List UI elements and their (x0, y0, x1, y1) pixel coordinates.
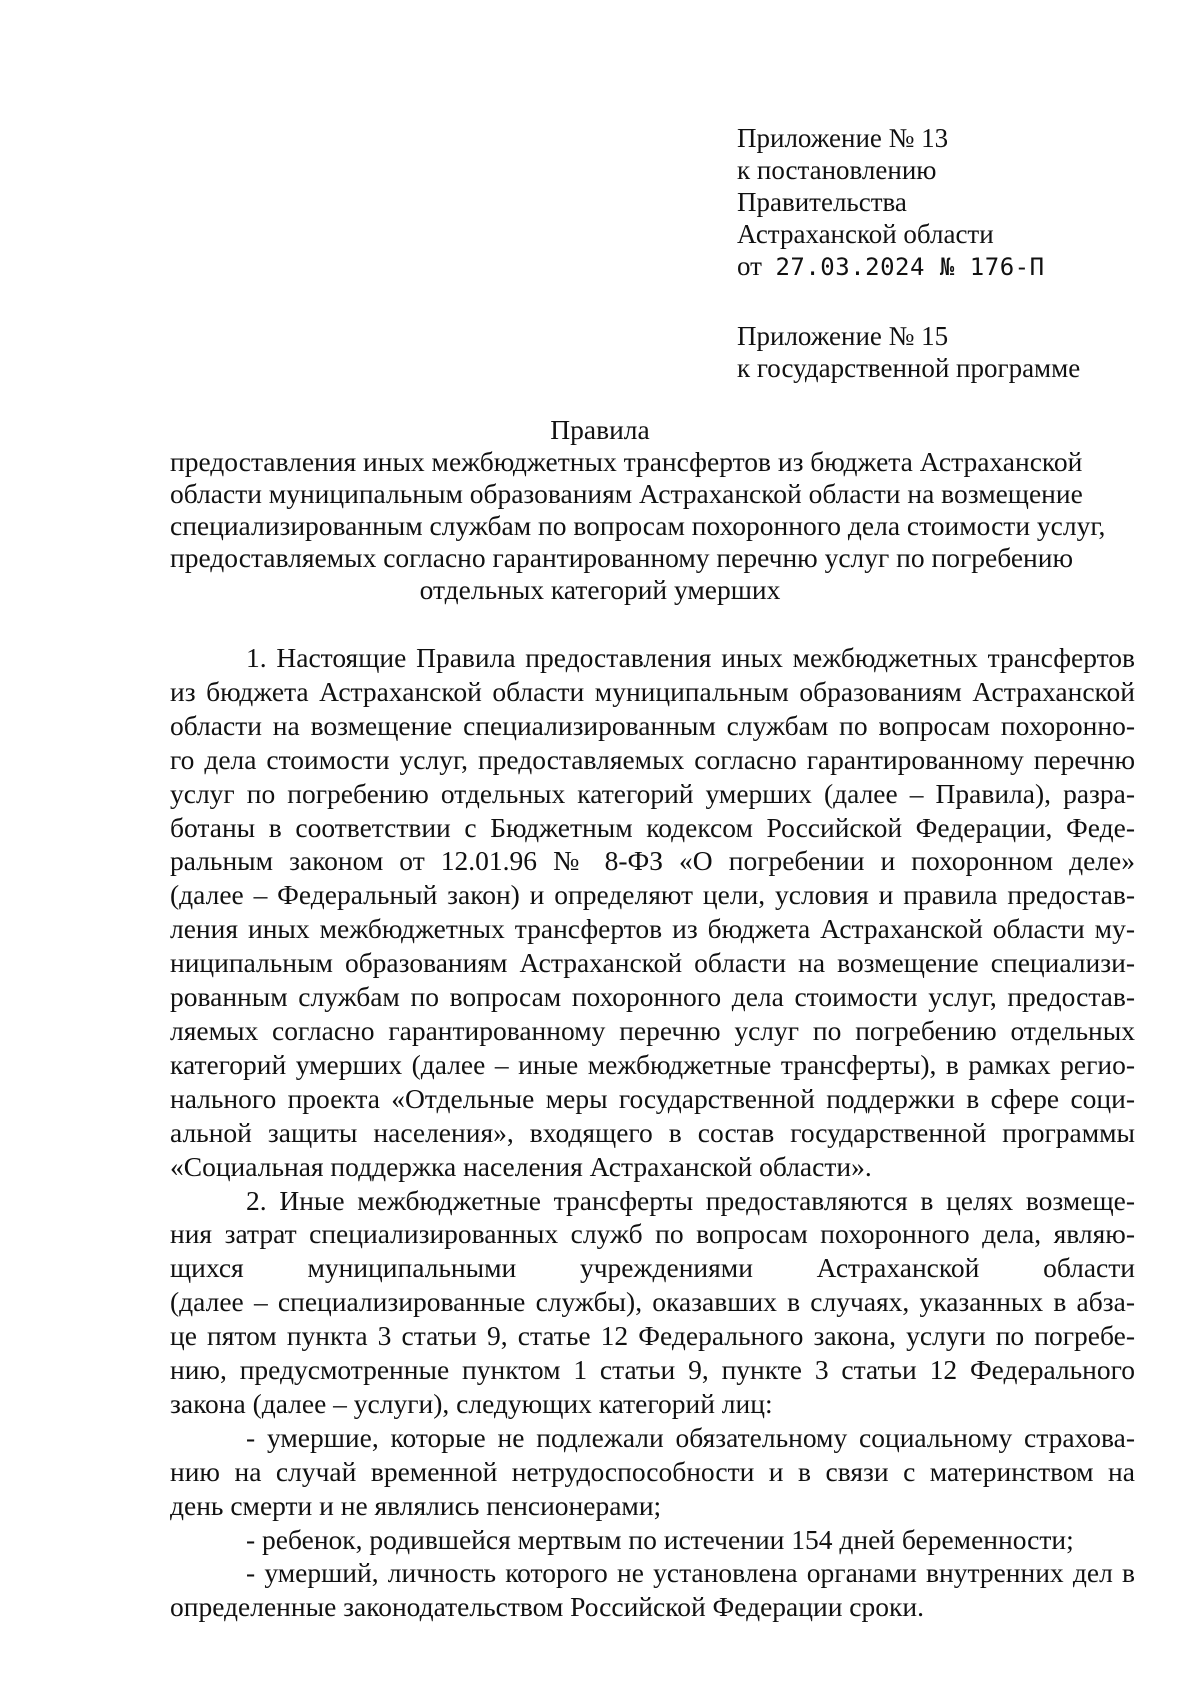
paragraph-line: (далее – Федеральный закон) и определяют цели, условия и правила предостав- (170, 879, 1135, 911)
annex-block-resolution (737, 122, 1157, 283)
annex-line: Правительства (737, 187, 907, 217)
paragraph-line: ниципальным образованиям Астраханской области на возмещение специализи- (170, 947, 1135, 979)
paragraph-line: 2. Иные межбюджетные трансферты предоставляются в целях возмеще- (246, 1184, 1135, 1216)
annex-date-line (737, 250, 1157, 283)
paragraph-line: 1. Настоящие Правила предоставления иных межбюджетных трансфертов (246, 642, 1135, 673)
paragraph-line: це пятом пункта 3 статьи 9, статье 12 Федерального закона, услуги по погребе- (170, 1320, 1135, 1352)
annex-line: к государственной программе (737, 353, 1081, 383)
bullet-item-3 (170, 1556, 1135, 1624)
paragraph-1 (170, 641, 1135, 1184)
paragraph-line: - умершие, которые не подлежали обязательному социальному страхова- (246, 1421, 1135, 1453)
paragraph-line: ботаны в соответствии с Бюджетным кодексом Российской Федерации, Феде- (170, 811, 1135, 843)
document-body (170, 641, 1135, 1624)
paragraph-line: ния затрат специализированных служб по вопросам похоронного дела, являю- (170, 1218, 1135, 1250)
paragraph-line: из бюджета Астраханской области муниципальным образованиям Астраханской (170, 675, 1135, 707)
paragraph-line: рованным службам по вопросам похоронного дела стоимости услуг, предостав- (170, 981, 1135, 1013)
annex-line: Приложение № 13 (737, 123, 949, 153)
title-line: специализированным службам по вопросам похоронного дела стоимости услуг, (170, 510, 1106, 541)
paragraph-line: день смерти и не являлись пенсионерами; (170, 1489, 662, 1521)
annex-line: Астраханской области (737, 219, 994, 249)
annex-line: Приложение № 15 (737, 321, 949, 351)
paragraph-line: области на возмещение специализированным службам по вопросам похоронно- (170, 709, 1135, 741)
paragraph-line: закона (далее – услуги), следующих категорий лиц: (170, 1387, 773, 1419)
bullet-item-1 (170, 1421, 1135, 1523)
paragraph-line: го дела стоимости услуг, предоставляемых согласно гарантированному перечню (170, 743, 1135, 775)
paragraph-line: - ребенок, родившейся мертвым по истечении 154 дней беременности; (246, 1523, 1074, 1555)
title-heading: Правила (550, 414, 650, 445)
annex-line: к постановлению (737, 155, 937, 185)
paragraph-line: нию на случай временной нетрудоспособности и в связи с материнством на (170, 1455, 1135, 1487)
annex-block-program (737, 320, 1157, 384)
paragraph-line: нию, предусмотренные пунктом 1 статьи 9, пункте 3 статьи 12 Федерального (170, 1354, 1135, 1386)
paragraph-line: (далее – специализированные службы), оказавших в случаях, указанных в абза- (170, 1286, 1135, 1318)
paragraph-line: щихся муниципальными учреждениями Астраханской области (170, 1252, 1135, 1284)
bullet-item-2 (170, 1523, 1135, 1557)
paragraph-line: ления иных межбюджетных трансфертов из бюджета Астраханской области му- (170, 913, 1135, 945)
annex-date-number: 27.03.2024 № 176-П (775, 253, 1045, 281)
title-line: отдельных категорий умерших (419, 574, 781, 605)
paragraph-line: определенные законодательством Российской Федерации сроки. (170, 1591, 924, 1623)
paragraph-line: - умерший, личность которого не установлена органами внутренних дел в (246, 1557, 1135, 1589)
document-title (170, 414, 1106, 606)
paragraph-2 (170, 1184, 1135, 1421)
title-line: области муниципальным образованиям Астраханской области на возмещение (170, 478, 1083, 509)
annex-date-prefix: от (737, 251, 762, 281)
paragraph-line: категорий умерших (далее – иные межбюджетные трансферты), в рамках регио- (170, 1048, 1135, 1080)
paragraph-line: услуг по погребению отдельных категорий умерших (далее – Правила), разра- (170, 777, 1135, 809)
paragraph-line: «Социальная поддержка населения Астраханской области». (170, 1150, 872, 1182)
paragraph-line: нального проекта «Отдельные меры государственной поддержки в сфере соци- (170, 1082, 1135, 1114)
paragraph-line: ральным законом от 12.01.96 № 8-ФЗ «О погребении и похоронном деле» (170, 845, 1135, 877)
title-line: предоставляемых согласно гарантированному перечню услуг по погребению (170, 542, 1074, 573)
paragraph-line: ляемых согласно гарантированному перечню услуг по погребению отдельных (170, 1014, 1135, 1046)
paragraph-line: альной защиты населения», входящего в состав государственной программы (170, 1116, 1135, 1148)
title-line: предоставления иных межбюджетных трансфертов из бюджета Астраханской (170, 446, 1083, 477)
